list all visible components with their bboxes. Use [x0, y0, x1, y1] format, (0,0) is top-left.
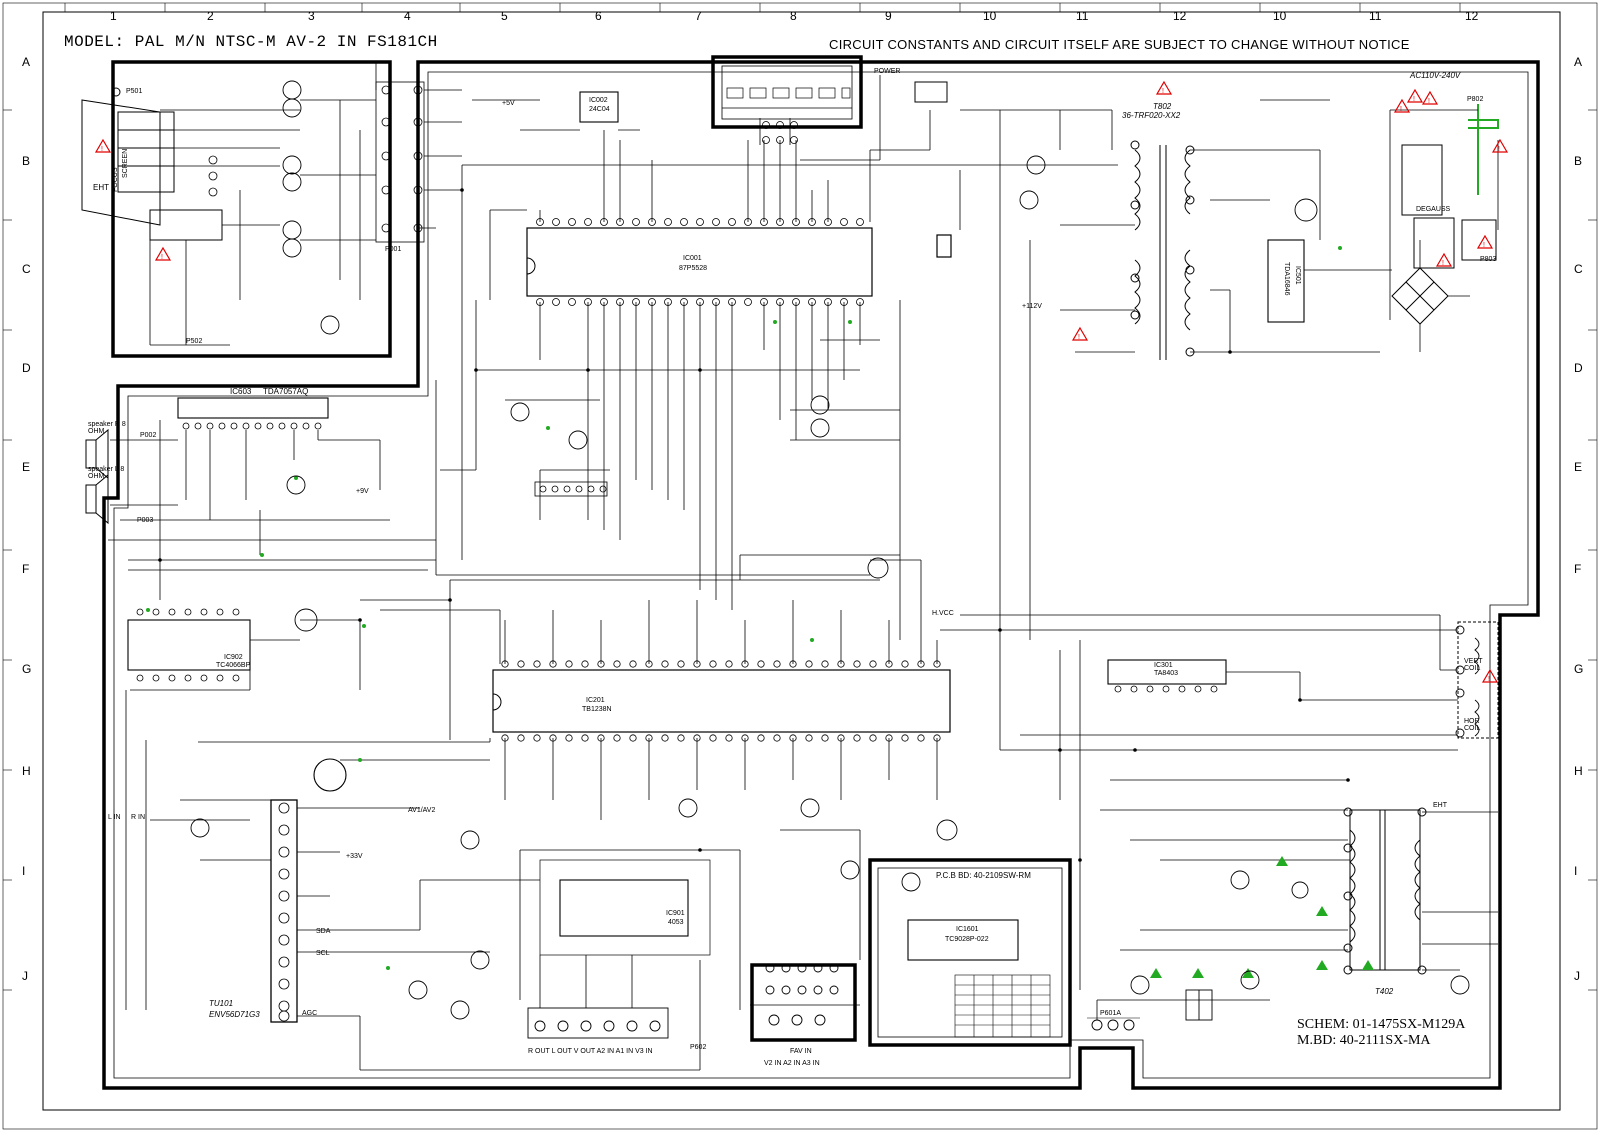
ac-input-label: AC110V-240V: [1410, 71, 1461, 80]
l-in-label: L IN: [108, 814, 121, 821]
crt-board-outline: [113, 62, 390, 356]
degauss-label: DEGAUSS: [1416, 206, 1451, 213]
ic201-pins: [502, 661, 940, 741]
svg-text:!: !: [1400, 106, 1402, 113]
grid-row-g-right: G: [1574, 662, 1584, 676]
ic1601-part: TC9028P-022: [945, 936, 989, 943]
ic301-ref: IC301: [1154, 662, 1173, 669]
wiring: [108, 62, 1498, 1070]
p001-label: P001: [385, 246, 402, 253]
mbd-number: M.BD: 40-2111SX-MA: [1297, 1033, 1431, 1048]
sda-label: SDA: [316, 928, 331, 935]
grid-col-2: 2: [207, 9, 214, 23]
ic201-ref: IC201: [586, 697, 605, 704]
grid-row-a: A: [22, 55, 31, 69]
grid-row-a-right: A: [1574, 55, 1583, 69]
grid-row-f: F: [22, 562, 30, 576]
ic001-part: 87P5528: [679, 265, 708, 272]
speaker-l-label: speaker L 8 OHM: [88, 466, 125, 480]
grid-row-h: H: [22, 764, 31, 778]
grid-row-h-right: H: [1574, 764, 1583, 778]
t802-label: T802: [1153, 102, 1172, 111]
ic901-body: [560, 880, 688, 936]
p003-label: P003: [137, 517, 154, 524]
eht-out-label: EHT: [1433, 802, 1447, 809]
p502-label: P502: [186, 338, 203, 345]
schem-number: SCHEM: 01-1475SX-M129A: [1297, 1017, 1466, 1032]
grid-row-g: G: [22, 662, 32, 676]
p802-label: P802: [1467, 96, 1484, 103]
keypad-switches: [722, 88, 852, 108]
driver-transformer: [1186, 990, 1212, 1020]
grid-col-7: 7: [695, 9, 702, 23]
grid-col-10: 10: [983, 9, 997, 23]
svg-text:!: !: [1442, 260, 1444, 267]
svg-text:!: !: [1488, 676, 1490, 683]
grid-col-8: 8: [790, 9, 797, 23]
front-av-board: [752, 965, 855, 1040]
svg-text:!: !: [161, 254, 163, 261]
grid-row-d: D: [22, 361, 31, 375]
grid-col-9: 9: [885, 9, 892, 23]
grid-row-j-right: J: [1574, 969, 1580, 983]
p501-label: P501: [126, 88, 143, 95]
grid-row-b-right: B: [1574, 154, 1583, 168]
plus9v-label: +9V: [356, 488, 369, 495]
power-label: POWER: [874, 68, 901, 75]
grid-row-i: I: [22, 864, 26, 878]
ic001-ref: IC001: [683, 255, 702, 262]
hvcc-label: H.VCC: [932, 610, 954, 617]
ic603-part: TDA7057AQ: [263, 387, 309, 396]
ic901-part: 4053: [668, 919, 684, 926]
ic001-pins: [537, 219, 864, 306]
grid-row-d-right: D: [1574, 361, 1583, 375]
grid-row-i-right: I: [1574, 864, 1578, 878]
power-switch: [937, 235, 951, 257]
degauss-connector: [1462, 220, 1496, 260]
svg-text:!: !: [1413, 96, 1415, 103]
plus33v-label: +33V: [346, 853, 363, 860]
p601a-label: P601A: [1100, 1010, 1122, 1017]
svg-text:!: !: [101, 146, 103, 153]
ir-receiver: [915, 82, 947, 102]
line-filter: [1402, 145, 1442, 215]
tuner-ref: TU101: [209, 999, 234, 1008]
remote-board: [870, 860, 1070, 1045]
pcb-bd-label: P.C.B BD: 40-2109SW-RM: [936, 871, 1031, 880]
r-in-label: R IN: [131, 814, 145, 821]
speaker-r-label: speaker R 8 OHM: [88, 421, 126, 435]
svg-text:!: !: [1078, 334, 1080, 341]
grid-col-1: 1: [110, 9, 117, 23]
svg-text:!: !: [1483, 242, 1485, 249]
t802-part-label: 36-TRF020-XX2: [1122, 111, 1181, 120]
svg-text:!: !: [1162, 88, 1164, 95]
fav-in-label: FAV IN: [790, 1048, 812, 1055]
grid-ticks: [3, 3, 1597, 990]
grid-col-4: 4: [404, 9, 411, 23]
grid-col-3: 3: [308, 9, 315, 23]
svg-text:!: !: [1428, 98, 1430, 105]
eht-label: EHT: [93, 183, 109, 192]
t402-label: T402: [1375, 987, 1394, 996]
ic001-body: [527, 228, 872, 296]
change-notice: CIRCUIT CONSTANTS AND CIRCUIT ITSELF ARE SUBJECT TO CHANGE WITHOUT NOTICE: [829, 37, 1410, 52]
rca-front: [769, 1015, 825, 1025]
ic201-part: TB1238N: [582, 706, 612, 713]
rca-rear: [528, 1008, 668, 1038]
grid-col-11b: 11: [1369, 9, 1382, 23]
grid-row-b: B: [22, 154, 31, 168]
saw-filter: [314, 759, 346, 791]
p803-label: P803: [1480, 256, 1497, 263]
av-in-label: AV1/AV2: [408, 807, 436, 814]
grid-row-e: E: [22, 460, 31, 474]
fav-connector-pins: [766, 964, 838, 994]
ic902-part: TC4066BP: [216, 662, 251, 669]
agc-label: AGC: [302, 1010, 318, 1017]
grid-row-c-right: C: [1574, 262, 1583, 276]
ic603-body: [178, 398, 328, 418]
vert-coil-label: VERT COIL: [1464, 658, 1483, 672]
grid-col-5: 5: [501, 9, 508, 23]
ac-plug: [1468, 104, 1498, 195]
p002-label: P002: [140, 432, 157, 439]
grid-col-6: 6: [595, 9, 602, 23]
p004-header: [535, 482, 607, 496]
grid-row-e-right: E: [1574, 460, 1583, 474]
grid-row-j: J: [22, 969, 28, 983]
crt-transistors: [283, 81, 339, 334]
model-title: MODEL: PAL M/N NTSC-M AV-2 IN FS181CH: [64, 33, 438, 51]
ic002-part: 24C04: [589, 106, 610, 113]
ic901-ref: IC901: [666, 910, 685, 917]
svg-text:!: !: [1498, 146, 1500, 153]
plus112v-label: +112V: [1022, 303, 1042, 310]
ic301-part: TA8403: [1154, 670, 1178, 677]
bridge-rectifier: [1392, 268, 1448, 324]
t802: [1131, 141, 1194, 360]
grid-row-c: C: [22, 262, 31, 276]
p601-connector: [1092, 1020, 1134, 1030]
ic501-ref: IC501: [1294, 266, 1301, 285]
hor-coil-label: HOR COIL: [1464, 718, 1481, 732]
grid-row-f-right: F: [1574, 562, 1582, 576]
grid-col-12: 12: [1173, 9, 1187, 23]
crt-socket: [82, 88, 222, 240]
front-in-label: V2 IN A2 IN A3 IN: [764, 1060, 820, 1067]
ic1601-ref: IC1601: [956, 926, 979, 933]
ic902-ref: IC902: [224, 654, 243, 661]
warning-triangles: [96, 82, 1507, 682]
transistors: [191, 156, 1469, 1019]
ic201-body: [493, 670, 950, 732]
grid-col-10b: 10: [1273, 9, 1287, 23]
ic603-ref: IC603: [230, 387, 252, 396]
grid-col-11: 11: [1076, 9, 1089, 23]
grid-frame: [3, 3, 1597, 1129]
focus-label: FOCUS: [112, 167, 119, 192]
p602-label: P602: [690, 1044, 707, 1051]
tuner-part: ENV56D71G3: [209, 1010, 260, 1019]
ic002-ref: IC002: [589, 97, 608, 104]
remote-key-matrix: [955, 975, 1050, 1037]
t402: [1344, 808, 1426, 974]
ic501-part: TDA16846: [1283, 262, 1290, 296]
grid-col-12b: 12: [1465, 9, 1479, 23]
rear-out-label: R OUT L OUT V OUT A2 IN A1 IN V3 IN: [528, 1048, 653, 1055]
keypad-board: [713, 57, 861, 127]
plus5v-label: +5V: [502, 100, 515, 107]
scl-label: SCL: [316, 950, 330, 957]
screen-label: SCREEN: [122, 148, 129, 178]
